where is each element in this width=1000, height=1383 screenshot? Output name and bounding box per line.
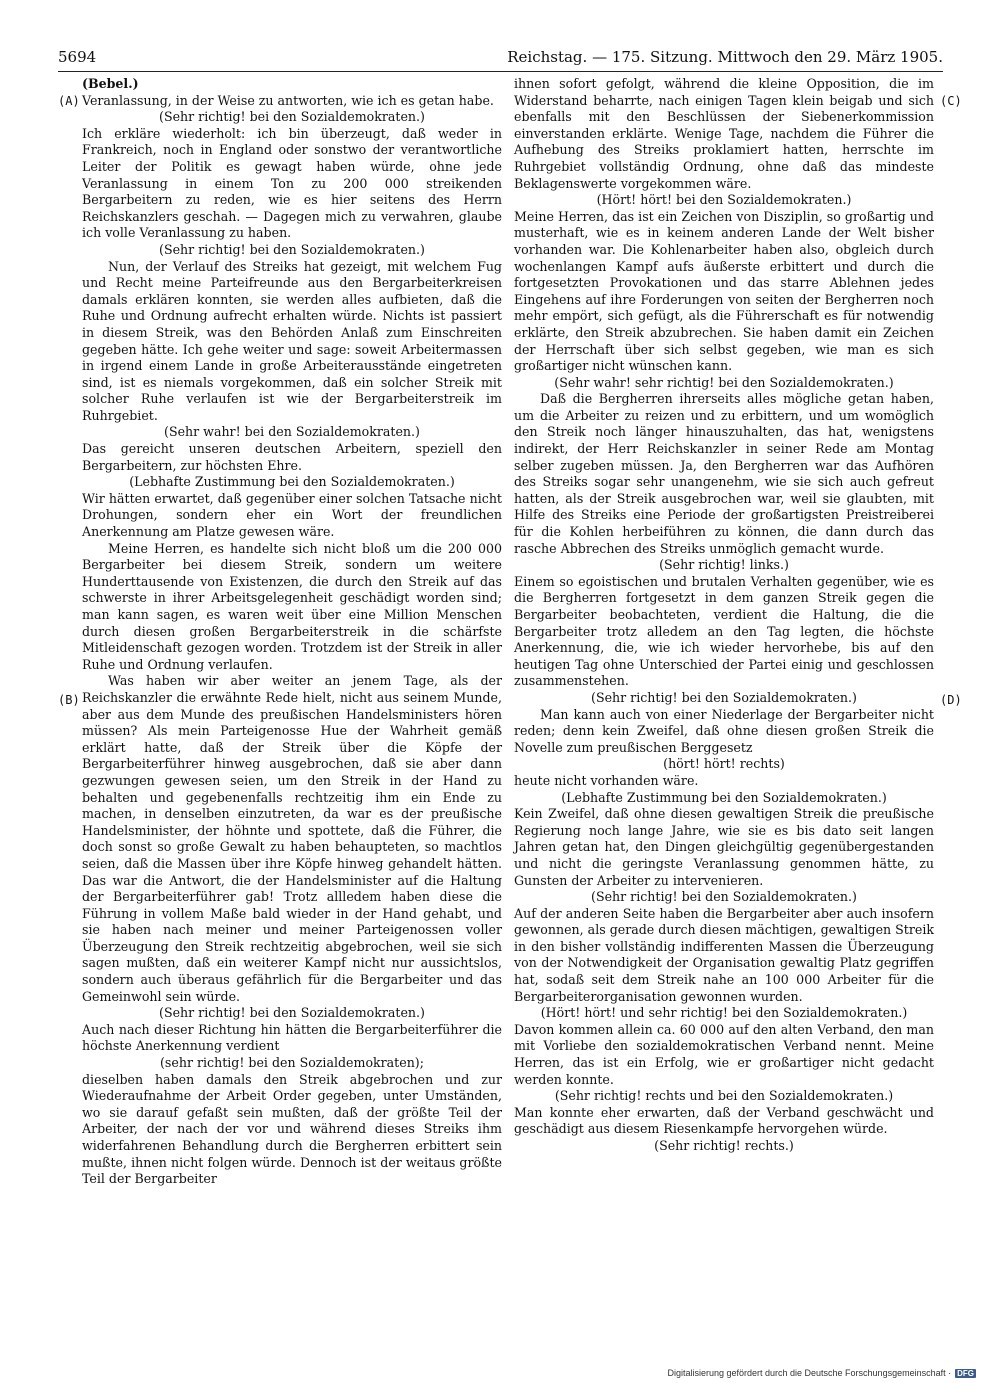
paragraph: Das gereicht unseren deutschen Arbeitern, speziell den Bergarbeitern, zur höchsten Ehre. xyxy=(82,441,502,473)
interjection: (Sehr richtig! rechts.) xyxy=(654,1138,794,1153)
paragraph: Auf der anderen Seite haben die Bergarbeiter aber auch insofern gewonnen, als gerade durch diesen mächtigen, gewaltigen Streik in den bisher vollständig indifferenten Massen die Überzeugung von der Notwendigkeit der Organisation gewaltig Platz gegriffen hat, sodaß seit dem Streik nahe an 100 000 Arbeiter für die Bergarbeiterorganisation gewonnen wurden. xyxy=(514,905,934,1004)
interjection: (Sehr richtig! bei den Sozialdemokraten.) xyxy=(159,241,425,257)
paragraph: Davon kommen allein ca. 60 000 auf den alten Verband, den man mit Vorliebe den sozialdemokratischen Verband nennt. Meine Herren, das ist ein Erfolg, wie er großartiger nicht gedacht werden konnte. xyxy=(514,1021,934,1087)
interjection: (Sehr richtig! bei den Sozialdemokraten.) xyxy=(159,109,425,125)
interjection: (Hört! hört! bei den Sozialdemokraten.) xyxy=(596,192,852,208)
paragraph: Nun, der Verlauf des Streiks hat gezeigt, mit welchem Fug und Recht meine Parteifreunde aus den Bergarbeiterkreisen damals erklären konnten, sie werden alles aufbieten, daß die Ruhe und Ordnung aufrecht erhalten würde. Nichts ist passiert in diesem Streik, was den Behörden Anlaß zum Einschreiten gegeben hätte. Ich gehe weiter und sage: soweit Arbeitermassen in irgend einem Lande in große Arbeiterausstände eingetreten sind, ist es niemals vorgekommen, daß ein solcher Streik mit solcher Ruhe verlaufen ist wie der Bergarbeiterstreik im Ruhrgebiet. xyxy=(82,258,502,423)
interjection: (Sehr richtig! bei den Sozialdemokraten.) xyxy=(591,689,857,705)
paragraph: dieselben haben damals den Streik abgebrochen und zur Wiederaufnahme der Arbeit Order gegeben, unter Umständen, wo sie darauf gefaßt sein mußten, daß der größte Teil der Arbeiter, der nach der vor und während dieses Streiks ihm widerfahrenen Behandlung durch die Bergherren erbittert sein mußte, ihnen nicht folgen würde. Dennoch ist der weitaus größte Teil der Bergarbeiter xyxy=(82,1071,502,1187)
page-header xyxy=(58,48,943,70)
interjection: (Lebhafte Zustimmung bei den Sozialdemokraten.) xyxy=(129,474,455,490)
interjection: (sehr richtig! bei den Sozialdemokraten); xyxy=(160,1055,424,1071)
paragraph: Einem so egoistischen und brutalen Verhalten gegenüber, wie es die Bergherren fortgesetzt in dem ganzen Streik gegen die Bergarbeiter beobachteten, verdient die Haltung, die die Bergarbeiter trotz alledem an den Tag legten, die höchste Anerkennung, die, wie ich wieder hervorhebe, bis auf den heutigen Tag ohne Unterschied der Partei einig und geschlossen zusammenstehen. xyxy=(514,573,934,689)
right-column xyxy=(514,76,934,1155)
dfg-logo: DFG xyxy=(957,1368,974,1378)
paragraph: Man kann auch von einer Niederlage der Bergarbeiter nicht reden; denn kein Zweifel, daß ohne diesen großen Streik die Novelle zum preußischen Berggesetz xyxy=(514,706,934,755)
interjection: (Sehr wahr! bei den Sozialdemokraten.) xyxy=(164,424,420,440)
page-number: 5694 xyxy=(58,48,97,66)
interjection: (Hört! hört! und sehr richtig! bei den Sozialdemokraten.) xyxy=(540,1005,908,1021)
paragraph: Daß die Bergherren ihrerseits alles mögliche getan haben, um die Arbeiter zu reizen und zu erbittern, und um womöglich den Streik noch länger hinauszuhalten, das hat, wenigstens indirekt, der Herr Reichskanzler in seiner Rede am Montag selber zugeben müssen. Ja, den Bergherren war das Aufhören des Streiks sogar sehr unangenehm, wie sie sich auch gefreut hatten, als der Streik ausgebrochen war, weil sie glaubten, mit Hilfe des Streiks eine Periode der großartigsten Preistreiberei für die Kohlen herbeiführen zu können, die dann durch das rasche Abbrechen des Streiks unmöglich gemacht wurde. xyxy=(514,391,934,556)
paragraph: Was haben wir aber weiter an jenem Tage, als der Reichskanzler die erwähnte Rede hielt, nicht aus seinem Munde, aber aus dem Munde des preußischen Handelsministers hören müssen? Als mein Parteigenosse Hue der Wahrheit gemäß erklärt hatte, daß der Streik über die Köpfe der Bergarbeiterführer hinweg ausgebrochen, daß sie aber dann gezwungen gewesen seien, um den Streik in der Hand zu behalten und gegebenenfalls rechtzeitig ihm ein Ende zu machen, in denselben einzutreten, da war es der preußische Handelsminister, der höhnte und spottete, daß die Führer, die doch sonst so große Gewalt zu haben behaupteten, so machtlos seien, daß die Massen über ihre Köpfe hinweg gehandelt hätten. Das war die Antwort, die der Handelsminister auf die Haltung der Bergarbeiterführer gab! Trotz allledem haben diese die Führung in vollem Maße bald wieder in der Hand gehabt, und sie haben nach meiner und meiner Parteigenossen voller Überzeugung den Streik rechtzeitig abgebrochen, weil sie sich sagen mußten, daß ein weiterer Kampf nicht nur aussichtslos, sondern auch überaus gefährlich für die Bergarbeiter und das Gemeinwohl sein würde. xyxy=(82,673,502,1004)
interjection: (Sehr wahr! sehr richtig! bei den Sozialdemokraten.) xyxy=(554,374,894,390)
paragraph: Meine Herren, es handelte sich nicht bloß um die 200 000 Bergarbeiter bei diesem Streik, sondern um weitere Hunderttausende von Existenzen, die durch den Streik auf das schwerste in ihrer Arbeitsgelegenheit geschädigt worden sind; man kann sagen, es waren weit über eine Million Menschen durch diesen großen Bergarbeiterstreik in die schärfste Mitleidenschaft gezogen worden. Trotzdem ist der Streik in aller Ruhe und Ordnung verlaufen. xyxy=(82,540,502,672)
interjection: (Lebhafte Zustimmung bei den Sozialdemokraten.) xyxy=(561,789,887,805)
paragraph: Man konnte eher erwarten, daß der Verband geschwächt und geschädigt aus diesem Riesenkampfe hervorgehen würde. xyxy=(514,1104,934,1137)
paragraph: heute nicht vorhanden wäre. xyxy=(514,772,699,788)
speaker-name: (Bebel.) xyxy=(82,76,139,91)
footer-text: Digitalisierung gefördert durch die Deutsche Forschungsgemeinschaft · xyxy=(667,1368,952,1378)
paragraph: Wir hätten erwartet, daß gegenüber einer solchen Tatsache nicht Drohungen, sondern eher ein Wort der freundlichen Anerkennung am Platze gewesen wäre. xyxy=(82,490,502,540)
margin-mark-c: (C) xyxy=(940,94,962,108)
paragraph: ihnen sofort gefolgt, während die kleine Opposition, die im Widerstand beharrte, nach einigen Tagen klein beigab und sich ebenfalls mit den Beschlüssen der Siebenerkommission einverstanden erklärte. Wenige Tage, nachdem die Führer die Aufhebung des Streiks proklamiert hatten, herrschte im Ruhrgebiet vollständig Ordnung, ohne daß das mindeste Beklagenswerte vorgekommen wäre. xyxy=(514,76,934,191)
paragraph: Auch nach dieser Richtung hin hätten die Bergarbeiterführer die höchste Anerkennung verdient xyxy=(82,1021,502,1054)
interjection: (Sehr richtig! bei den Sozialdemokraten.) xyxy=(159,1005,425,1021)
header-rule xyxy=(58,71,943,72)
margin-mark-a: (A) xyxy=(58,94,80,108)
paragraph: Meine Herren, das ist ein Zeichen von Disziplin, so großartig und musterhaft, wie es in keinem anderen Lande der Welt bisher vorhanden war. Die Kohlenarbeiter haben also, obgleich durch wochenlangen Kampf aufs äußerste erbittert und durch die fortgesetzten Provokationen und das starre Ablehnen jedes Eingehens auf ihre Forderungen von seiten der Bergherren noch mehr empört, sich gefügt, als die Führerschaft es für notwendig erklärte, den Streik abzubrechen. Sie haben damit ein Zeichen der Herrschaft über sich selbst gegeben, wie man es sich großartiger nicht wünschen kann. xyxy=(514,208,934,374)
paragraph: Kein Zweifel, daß ohne diesen gewaltigen Streik die preußische Regierung noch lange Jahre, wie sie es bis dato seit langen Jahren getan hat, den Dingen gleichgültig gegenübergestanden und nicht die geringste Veranlassung genommen hätte, zu Gunsten der Arbeiter zu intervenieren. xyxy=(514,806,934,888)
margin-mark-b: (B) xyxy=(58,693,80,707)
interjection: (Sehr richtig! bei den Sozialdemokraten.) xyxy=(591,889,857,905)
paragraph: Veranlassung, in der Weise zu antworten, wie ich es getan habe. xyxy=(82,92,494,108)
paragraph: Ich erkläre wiederholt: ich bin überzeugt, daß weder in Frankreich, noch in England oder sonstwo der verantwortliche Leiter der Politik es gewagt haben würde, ohne jede Veranlassung in einem Ton zu 200 000 streikenden Bergarbeitern zu reden, wie es hier seitens des Herrn Reichskanzlers geschah. — Dagegen mich zu verwahren, glaube ich volle Veranlassung zu haben. xyxy=(82,125,502,241)
left-column xyxy=(82,76,502,1188)
footer xyxy=(667,1368,976,1378)
interjection: (Sehr richtig! links.) xyxy=(659,557,789,573)
running-title: Reichstag. — 175. Sitzung. Mittwoch den 29. März 1905. xyxy=(507,48,943,66)
margin-mark-d: (D) xyxy=(940,693,962,707)
interjection: (hört! hört! rechts) xyxy=(663,756,785,772)
interjection: (Sehr richtig! rechts und bei den Sozialdemokraten.) xyxy=(554,1088,894,1104)
